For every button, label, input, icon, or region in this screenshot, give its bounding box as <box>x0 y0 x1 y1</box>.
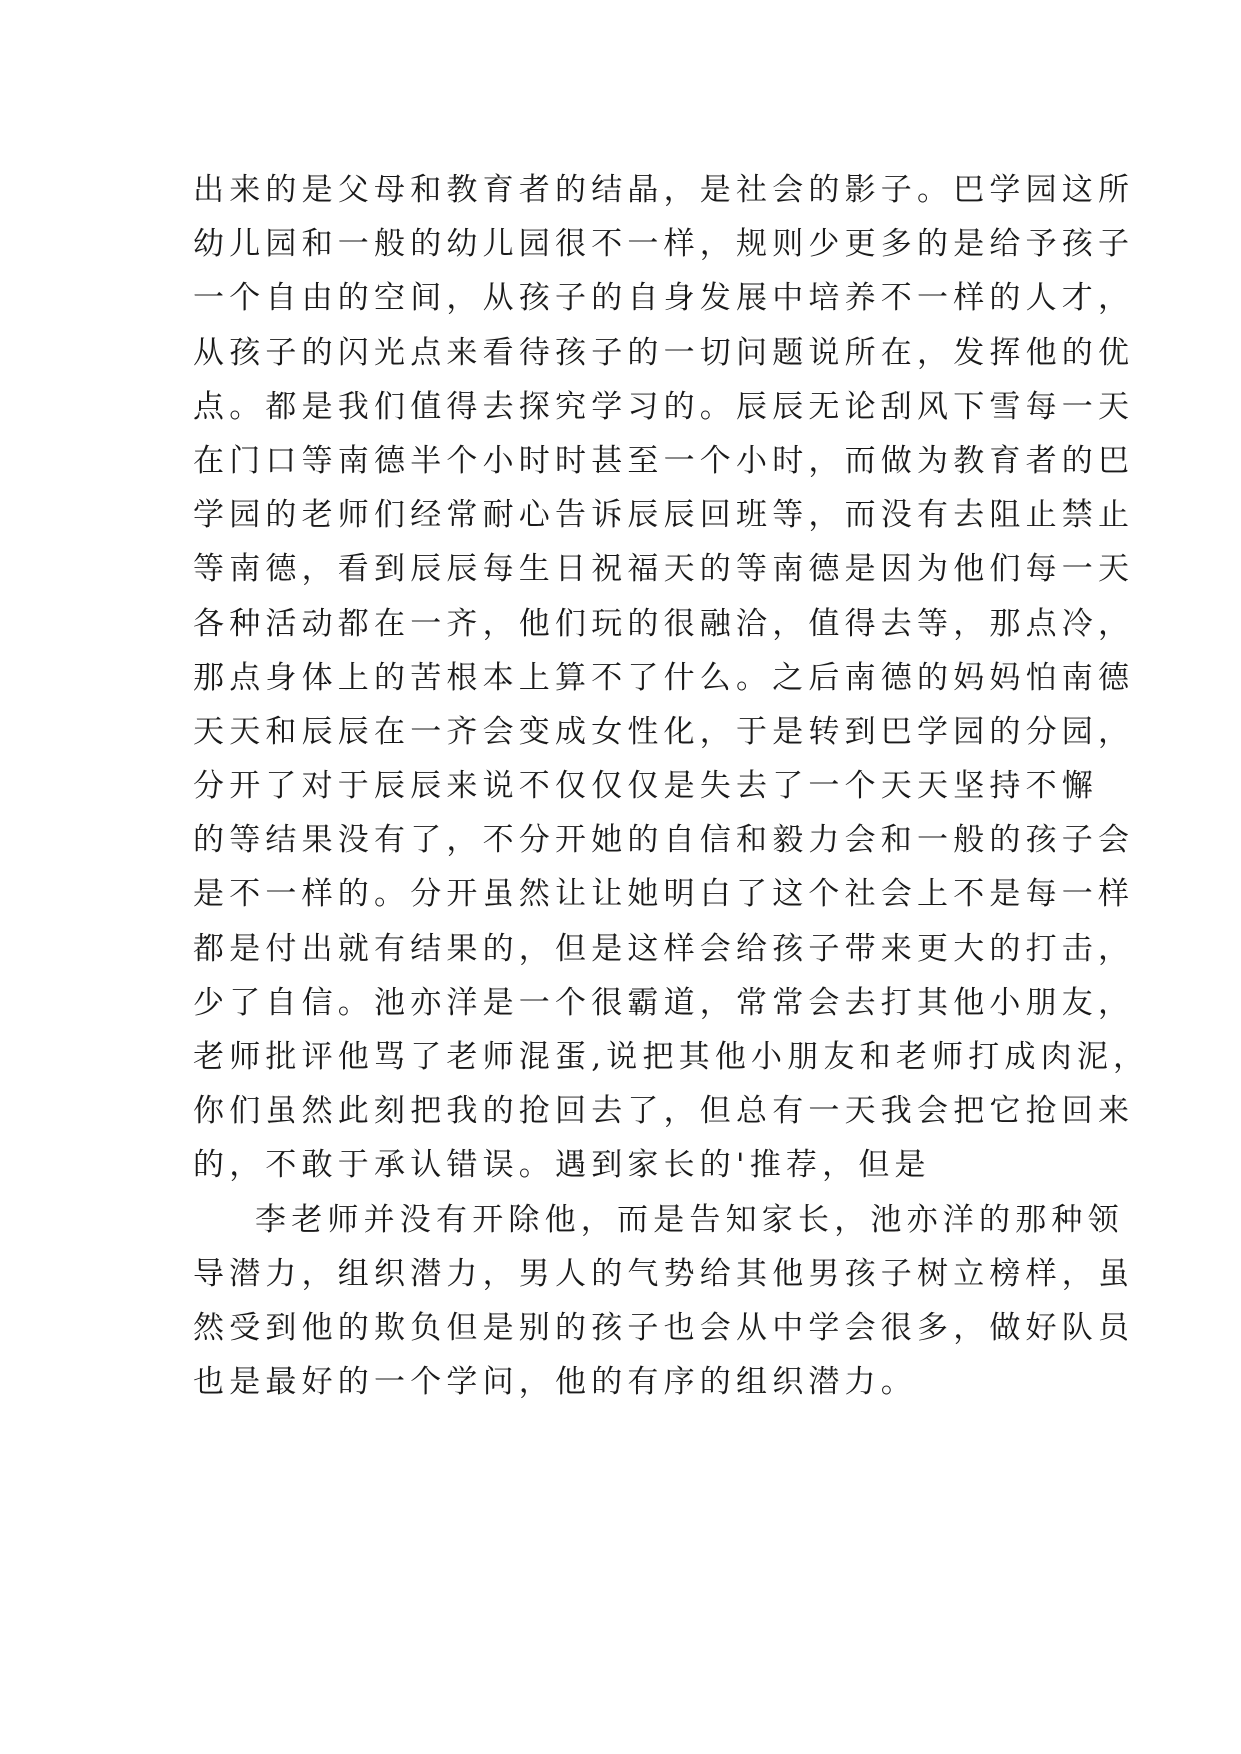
text-line: 天天和辰辰在一齐会变成女性化，于是转到巴学园的分园， <box>193 713 1135 750</box>
text-line: 是不一样的。分开虽然让让她明白了这个社会上不是每一样 <box>193 876 1135 913</box>
text-line: 少了自信。池亦洋是一个很霸道，常常会去打其他小朋友， <box>193 984 1135 1021</box>
text-line: 学园的老师们经常耐心告诉辰辰回班等，而没有去阻止禁止 <box>193 497 1135 534</box>
text-line: 那点身体上的苦根本上算不了什么。之后南德的妈妈怕南德 <box>193 659 1135 696</box>
text-line: 在门口等南德半个小时时甚至一个小时，而做为教育者的巴 <box>193 442 1135 479</box>
text-line: 的，不敢于承认错误。遇到家长的'推荐，但是 <box>193 1147 931 1184</box>
text-line: 然受到他的欺负但是别的孩子也会从中学会很多，做好队员 <box>193 1309 1135 1346</box>
text-line: 一个自由的空间，从孩子的自身发展中培养不一样的人才， <box>193 280 1135 317</box>
text-line: 出来的是父母和教育者的结晶，是社会的影子。巴学园这所 <box>193 172 1135 208</box>
text-line: 也是最好的一个学问，他的有序的组织潜力。 <box>193 1364 917 1401</box>
text-line: 都是付出就有结果的，但是这样会给孩子带来更大的打击， <box>193 930 1135 967</box>
text-line: 等南德，看到辰辰每生日祝福天的等南德是因为他们每一天 <box>193 551 1135 588</box>
text-line: 你们虽然此刻把我的抢回去了，但总有一天我会把它抢回来 <box>193 1093 1135 1130</box>
text-line: 各种活动都在一齐，他们玩的很融洽，值得去等，那点冷， <box>193 605 1135 642</box>
text-line: 的等结果没有了，不分开她的自信和毅力会和一般的孩子会 <box>193 822 1135 859</box>
text-line: 老师批评他骂了老师混蛋,说把其他小朋友和老师打成肉泥， <box>193 1039 1150 1075</box>
text-line: 分开了对于辰辰来说不仅仅仅是失去了一个天天坚持不懈 <box>193 768 1098 805</box>
paragraph-start-line: 李老师并没有开除他，而是告知家长，池亦洋的那种领 <box>255 1201 1124 1238</box>
text-line: 幼儿园和一般的幼儿园很不一样，规则少更多的是给予孩子 <box>193 226 1135 263</box>
text-line: 导潜力，组织潜力，男人的气势给其他男孩子树立榜样，虽 <box>193 1255 1135 1292</box>
text-line: 点。都是我们值得去探究学习的。辰辰无论刮风下雪每一天 <box>193 388 1135 425</box>
body-text <box>193 163 1150 1409</box>
text-line: 从孩子的闪光点来看待孩子的一切问题说所在，发挥他的优 <box>193 334 1135 371</box>
